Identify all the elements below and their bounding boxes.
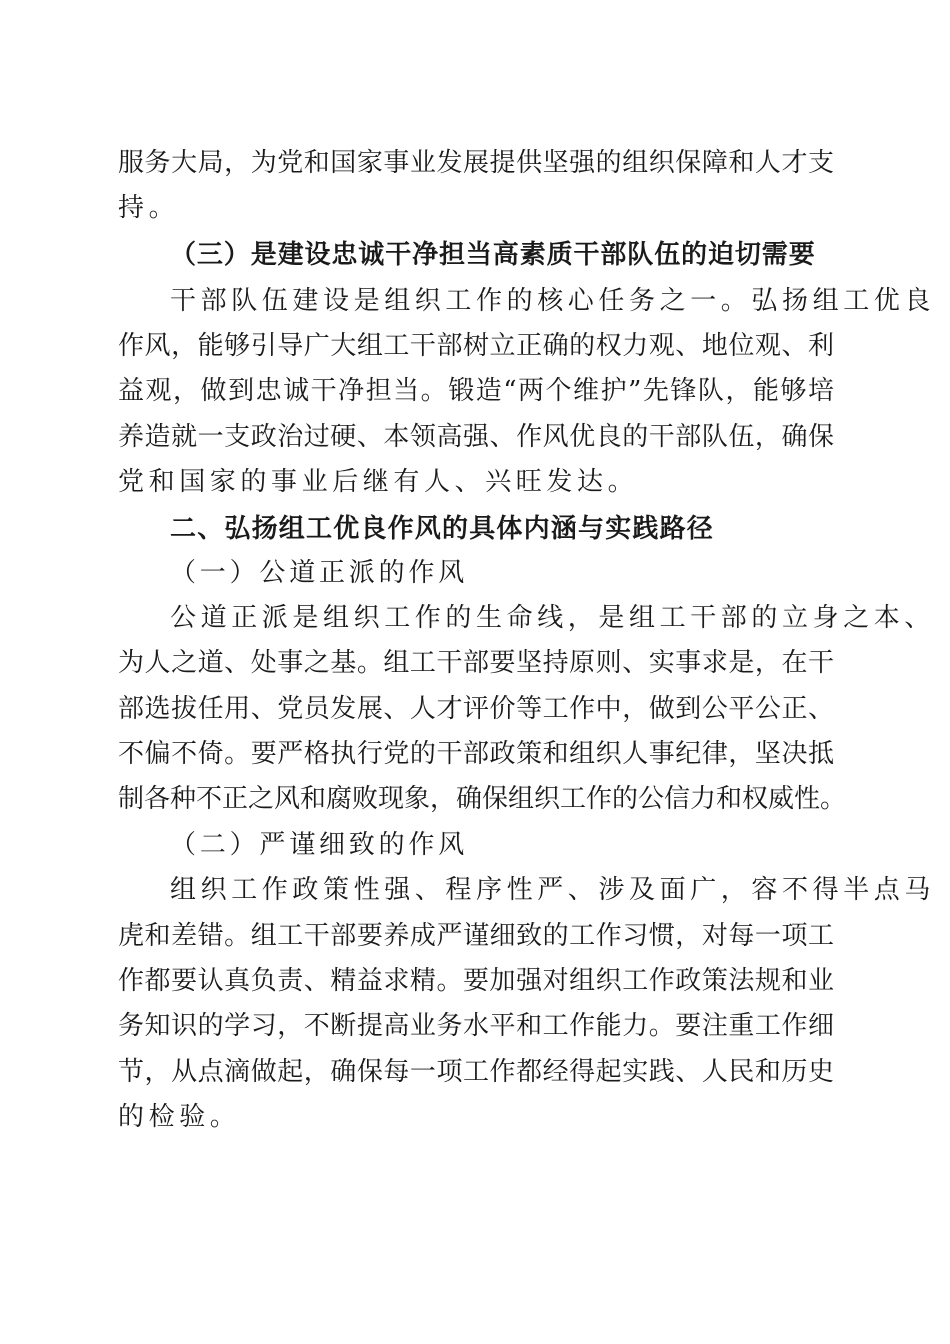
paragraph-line: 持。: [118, 193, 180, 223]
subsection-heading-1: （一）公道正派的作风: [170, 558, 469, 588]
subsection-heading-2: （二）严谨细致的作风: [170, 830, 469, 860]
paragraph-line: 为人之道、处事之基。组工干部要坚持原则、实事求是，在干: [118, 648, 834, 678]
paragraph-line: 作都要认真负责、精益求精。要加强对组织工作政策法规和业: [118, 966, 834, 996]
paragraph-line: 党和国家的事业后继有人、兴旺发达。: [118, 467, 639, 497]
paragraph-line: 务知识的学习，不断提高业务水平和工作能力。要注重工作细: [118, 1011, 834, 1041]
paragraph-line: 虎和差错。组工干部要养成严谨细致的工作习惯，对每一项工: [118, 921, 834, 951]
paragraph-line: 节，从点滴做起，确保每一项工作都经得起实践、人民和历史: [118, 1057, 834, 1087]
paragraph-line: 公道正派是组织工作的生命线，是组工干部的立身之本、: [170, 603, 936, 633]
chapter-heading: 二、弘扬组工优良作风的具体内涵与实践路径: [170, 514, 715, 544]
paragraph-line: 服务大局，为党和国家事业发展提供坚强的组织保障和人才支: [118, 148, 834, 178]
section-heading-3: （三）是建设忠诚干净担当高素质干部队伍的迫切需要: [170, 240, 816, 270]
paragraph-line: 益观，做到忠诚干净担当。锻造“两个维护”先锋队，能够培: [118, 376, 834, 406]
paragraph-line: 的检验。: [118, 1102, 241, 1132]
paragraph-line: 干部队伍建设是组织工作的核心任务之一。弘扬组工优良: [170, 286, 936, 316]
paragraph-line: 部选拔任用、党员发展、人才评价等工作中，做到公平公正、: [118, 694, 834, 724]
paragraph-line: 养造就一支政治过硬、本领高强、作风优良的干部队伍，确保: [118, 422, 834, 452]
paragraph-line: 不偏不倚。要严格执行党的干部政策和组织人事纪律，坚决抵: [118, 739, 834, 769]
paragraph-line: 组织工作政策性强、程序性严、涉及面广，容不得半点马: [170, 875, 936, 905]
paragraph-line: 制各种不正之风和腐败现象，确保组织工作的公信力和权威性。: [118, 784, 847, 814]
paragraph-line: 作风，能够引导广大组工干部树立正确的权力观、地位观、利: [118, 331, 834, 361]
